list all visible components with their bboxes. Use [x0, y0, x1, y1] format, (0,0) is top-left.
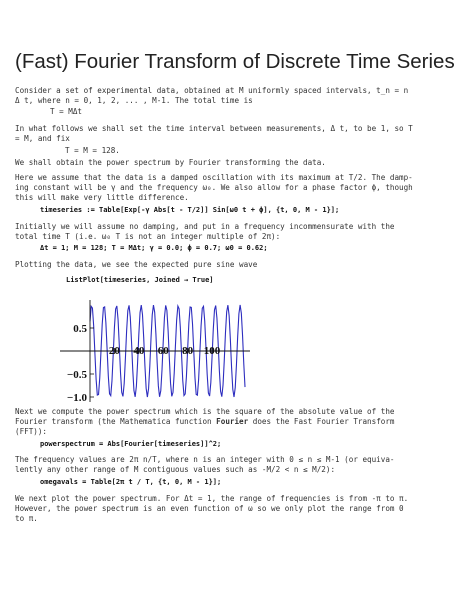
no-damping-paragraph: Initially we will assume no damping, and put in a frequency incommensurate with the total time T (i.e. ω₀ T is not an integer multiple of 2π):: [15, 222, 395, 242]
frequency-values-paragraph: The frequency values are 2π n/T, where n is an integer with 0 ≤ n ≤ M-1 (or equiva- lently any other range of M contiguous values such as -M/2 < n ≤ M/2):: [15, 455, 395, 475]
plot-spectrum-paragraph: We next plot the power spectrum. For Δt = 1, the range of frequencies is from -π to π. However, the power spectrum is an even function of ω so we only plot the range from 0 to π.: [15, 494, 409, 524]
fixed-m-equation: T = M = 128.: [65, 146, 120, 155]
timeseries-plot: [60, 300, 250, 402]
intro-paragraph: Consider a set of experimental data, obtained at M uniformly spaced intervals, t_n = n Δ t, where n = 0, 1, 2, ... , M-1. The total time is: [15, 86, 409, 106]
x-tick-label: 100: [203, 345, 221, 357]
power-spectrum-paragraph: Next we compute the power spectrum which is the square of the absolute value of the Fourier transform (the Mathematica function Fourier does the Fast Fourier Transform (FFT)):: [15, 407, 395, 437]
fourier-function-name: Fourier: [216, 417, 249, 427]
y-tick-label: 0.5: [73, 323, 87, 335]
time-interval-paragraph: In what follows we shall set the time interval between measurements, Δ t, to be 1, so T = M, and fix: [15, 124, 413, 144]
x-tick-label: 80: [182, 345, 194, 357]
omegavals-code: omegavals = Table[2π t / T, {t, 0, M - 1}];: [40, 478, 222, 486]
damped-oscillation-paragraph: Here we assume that the data is a damped oscillation with its maximum at T/2. The damp- ing constant will be γ and the frequency ω₀. We also allow for a phase factor ϕ, though this will make very little difference.: [15, 173, 413, 203]
total-time-equation: T = MΔt: [50, 107, 83, 116]
power-spectrum-intro: We shall obtain the power spectrum by Fourier transforming the data.: [15, 158, 326, 167]
x-tick-label: 20: [108, 345, 120, 357]
page-title: (Fast) Fourier Transform of Discrete Time Series: [15, 50, 455, 73]
plotting-paragraph: Plotting the data, we see the expected pure sine wave: [15, 260, 258, 269]
timeseries-code: timeseries := Table[Exp[-γ Abs[t - T/2]] Sin[ω0 t + ϕ], {t, 0, M - 1}];: [40, 206, 340, 214]
y-tick-label: −1.0: [66, 392, 87, 402]
x-tick-label: 60: [157, 345, 169, 357]
parameters-code: Δt = 1; M = 128; T = MΔt; γ = 0.0; ϕ = 0.7; ω0 = 0.62;: [40, 244, 268, 252]
listplot-code: ListPlot[timeseries, Joined → True]: [66, 276, 214, 284]
x-tick-label: 40: [133, 345, 145, 357]
powerspectrum-code: powerspectrum = Abs[Fourier[timeseries]]^2;: [40, 440, 222, 448]
y-tick-label: −0.5: [66, 369, 87, 381]
